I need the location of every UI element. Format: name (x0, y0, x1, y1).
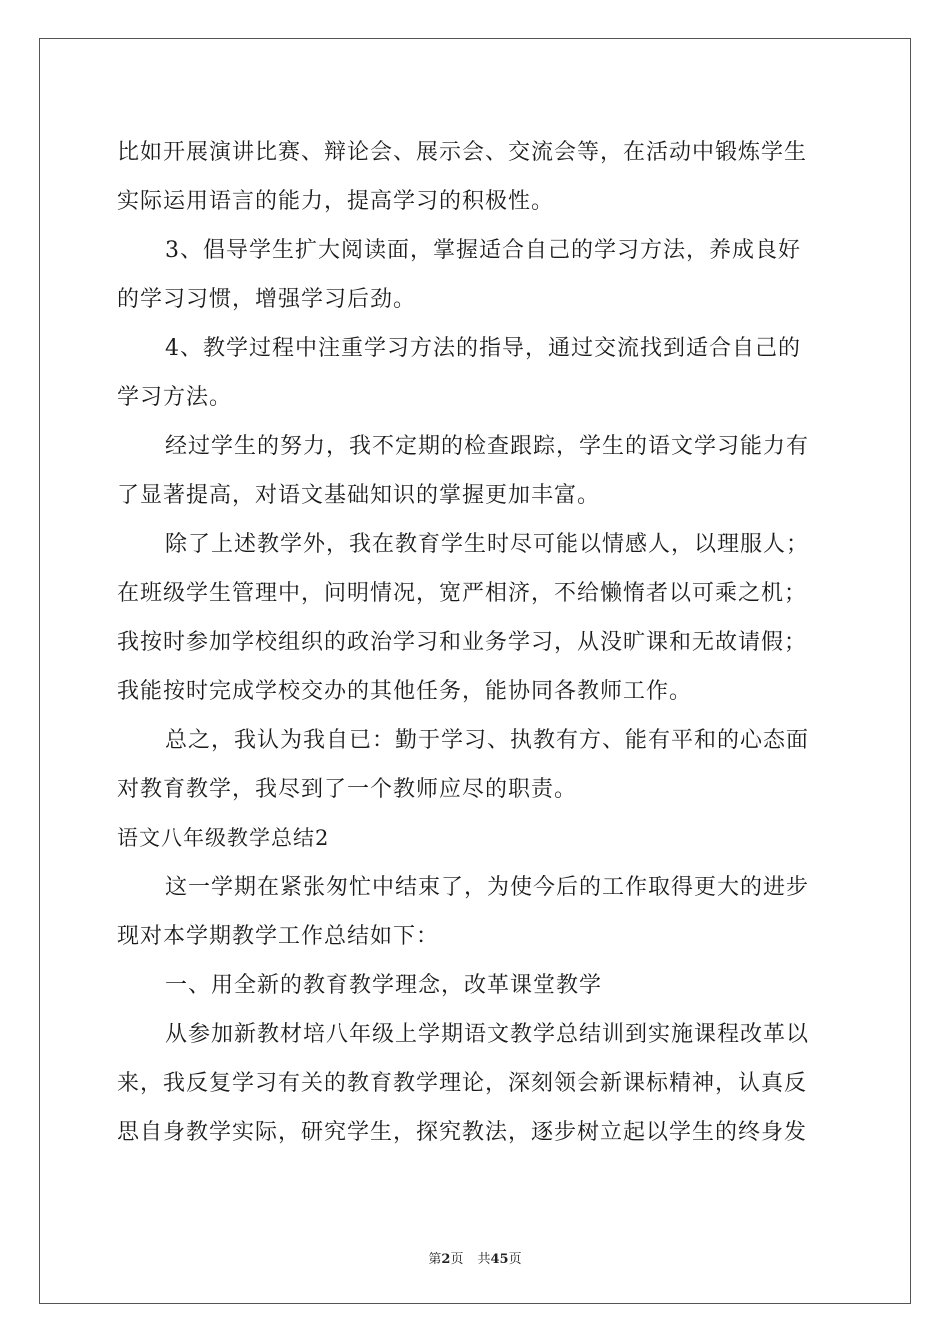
body-line: 除了上述教学外，我在教育学生时尽可能以情感人，以理服人； (165, 532, 810, 557)
page-prefix: 第 (428, 1252, 442, 1267)
body-line: 思自身教学实际，研究学生，探究教法，逐步树立起以学生的终身发 (117, 1120, 808, 1145)
body-line: 现对本学期教学工作总结如下： (117, 924, 440, 949)
total-page-count: 45 (490, 1252, 509, 1267)
section-heading: 语文八年级教学总结2 (117, 826, 330, 850)
current-page-number: 2 (441, 1252, 451, 1267)
page-footer (0, 1248, 950, 1267)
body-line: 实际运用语言的能力，提高学习的积极性。 (117, 189, 555, 214)
body-line: 学习方法。 (117, 385, 233, 410)
body-line: 我按时参加学校组织的政治学习和业务学习，从没旷课和无故请假； (117, 630, 808, 655)
page-unit: 页 (450, 1252, 464, 1267)
body-line: 比如开展演讲比赛、辩论会、展示会、交流会等，在活动中锻炼学生 (117, 140, 808, 165)
body-line: 总之，我认为我自已：勤于学习、执教有方、能有平和的心态面 (165, 728, 810, 753)
body-line: 经过学生的努力，我不定期的检查跟踪，学生的语文学习能力有 (165, 434, 810, 459)
body-line: 我能按时完成学校交办的其他任务，能协同各教师工作。 (117, 679, 693, 704)
body-line: 3、倡导学生扩大阅读面，掌握适合自己的学习方法，养成良好 (165, 238, 801, 263)
body-line: 对教育教学，我尽到了一个教师应尽的职责。 (117, 777, 578, 802)
body-line: 了显著提高，对语文基础知识的掌握更加丰富。 (117, 483, 601, 508)
subsection-heading: 一、用全新的教育教学理念，改革课堂教学 (165, 973, 603, 998)
body-line: 这一学期在紧张匆忙中结束了，为使今后的工作取得更大的进步 (165, 875, 810, 900)
body-line: 从参加新教材培八年级上学期语文教学总结训到实施课程改革以 (165, 1022, 810, 1047)
body-line: 4、教学过程中注重学习方法的指导，通过交流找到适合自己的 (165, 336, 801, 361)
total-unit: 页 (508, 1252, 522, 1267)
document-body (117, 128, 837, 1157)
body-line: 的学习习惯，增强学习后劲。 (117, 287, 417, 312)
body-line: 在班级学生管理中，问明情况，宽严相济，不给懒惰者以可乘之机； (117, 581, 808, 606)
total-prefix: 共 (477, 1252, 491, 1267)
body-line: 来，我反复学习有关的教育教学理论，深刻领会新课标精神，认真反 (117, 1071, 808, 1096)
